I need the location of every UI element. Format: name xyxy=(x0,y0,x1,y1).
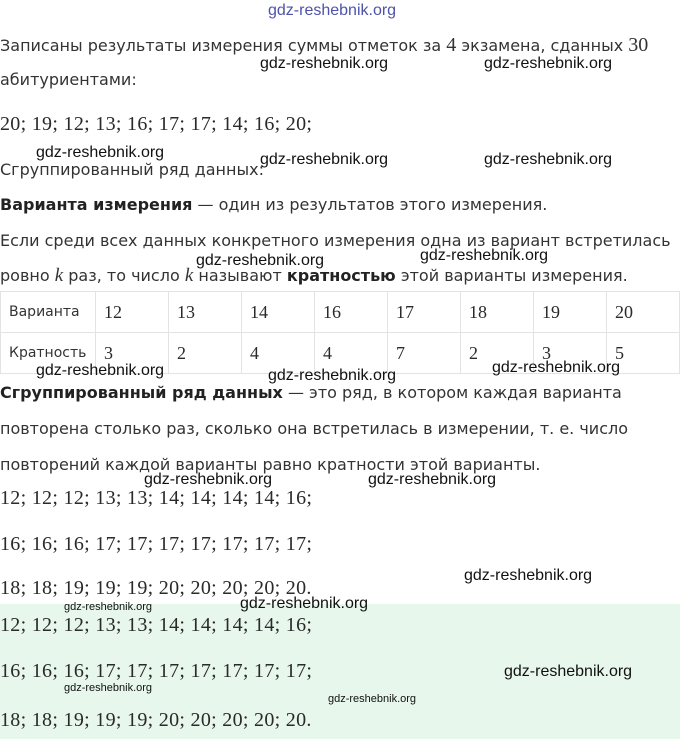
term-variant: Варианта измерения xyxy=(0,195,193,214)
watermark: gdz-reshebnik.org xyxy=(240,595,369,612)
table-cell-variant: 13 xyxy=(169,292,242,333)
watermark: gdz-reshebnik.org xyxy=(268,367,397,384)
intro-number-exams: 4 xyxy=(446,34,457,56)
watermark: gdz-reshebnik.org xyxy=(368,471,497,488)
watermark: gdz-reshebnik.org xyxy=(36,144,165,161)
watermark: gdz-reshebnik.org xyxy=(484,151,613,168)
intro-text-b: экзамена, сданных xyxy=(456,36,629,55)
term-grouped-series: Сгруппированный ряд данных xyxy=(0,383,283,402)
raw-data-series: 20; 19; 12; 13; 16; 17; 17; 14; 16; 20; xyxy=(0,113,313,135)
table-cell-variant: 16 xyxy=(315,292,388,333)
table-cell-variant: 18 xyxy=(461,292,534,333)
table-row-variants xyxy=(1,292,680,333)
definition-grouped-line-1 xyxy=(0,383,622,402)
table-cell-variant: 19 xyxy=(534,292,607,333)
intro-line-1 xyxy=(0,34,648,57)
watermark: gdz-reshebnik.org xyxy=(492,359,621,376)
watermark: gdz-reshebnik.org xyxy=(36,362,165,379)
definition-grouped-line-2: повторена столько раз, сколько она встретилась в измерении, т. е. число xyxy=(0,419,629,438)
grouped-series-heading: Сгруппированный ряд данных: xyxy=(0,160,264,179)
definition-grouped-text: — это ряд, в котором каждая варианта xyxy=(282,383,622,402)
watermark: gdz-reshebnik.org xyxy=(260,55,389,72)
watermark: gdz-reshebnik.org xyxy=(484,55,613,72)
watermark: gdz-reshebnik.org xyxy=(260,151,389,168)
definition-variant xyxy=(0,195,547,214)
table-cell-multiplicity: 5 xyxy=(607,333,680,374)
table-cell-multiplicity: 2 xyxy=(461,333,534,374)
multiplicity-text-c: называют xyxy=(193,266,287,285)
table-cell-multiplicity: 7 xyxy=(388,333,461,374)
table-cell-multiplicity: 4 xyxy=(315,333,388,374)
variable-k-second: k xyxy=(184,265,194,286)
watermark: gdz-reshebnik.org xyxy=(144,471,273,488)
intro-text-a: Записаны результаты измерения суммы отметок за xyxy=(0,36,447,55)
grouped-series-line-1: 12; 12; 12; 13; 13; 14; 14; 14; 14; 16; xyxy=(0,487,313,509)
watermark-top: gdz-reshebnik.org xyxy=(268,2,397,19)
intro-number-applicants: 30 xyxy=(628,34,649,56)
definition-variant-text: — один из результатов этого измерения. xyxy=(192,195,548,214)
watermark: gdz-reshebnik.org xyxy=(504,663,633,680)
multiplicity-text-d: этой варианты измерения. xyxy=(395,266,628,285)
watermark-small: gdz-reshebnik.org xyxy=(64,601,153,613)
intro-line-2: абитуриентами: xyxy=(0,70,137,89)
term-multiplicity: кратностью xyxy=(286,266,396,285)
table-cell-variant: 14 xyxy=(242,292,315,333)
multiplicity-text-b: раз, то число xyxy=(63,266,185,285)
table-cell-variant: 12 xyxy=(96,292,169,333)
multiplicity-text-a: ровно xyxy=(0,266,55,285)
variable-k-first: k xyxy=(54,265,64,286)
watermark: gdz-reshebnik.org xyxy=(196,252,325,269)
definition-multiplicity-line-1: Если среди всех данных конкретного измерения одна из вариант встретилась xyxy=(0,231,671,250)
watermark-small: gdz-reshebnik.org xyxy=(328,693,417,705)
table-cell-variant: 17 xyxy=(388,292,461,333)
definition-grouped-line-3: повторений каждой варианты равно кратности этой варианты. xyxy=(0,455,541,474)
grouped-series-line-3: 18; 18; 19; 19; 19; 20; 20; 20; 20; 20. xyxy=(0,577,312,599)
table-cell-multiplicity: 3 xyxy=(96,333,169,374)
table-cell-multiplicity: 4 xyxy=(242,333,315,374)
watermark-small: gdz-reshebnik.org xyxy=(64,682,153,694)
watermark: gdz-reshebnik.org xyxy=(420,247,549,264)
table-cell-multiplicity: 3 xyxy=(534,333,607,374)
highlight-series-line-1: 12; 12; 12; 13; 13; 14; 14; 14; 14; 16; xyxy=(0,614,313,636)
grouped-series-line-2: 16; 16; 16; 17; 17; 17; 17; 17; 17; 17; xyxy=(0,533,313,555)
watermark: gdz-reshebnik.org xyxy=(464,567,593,584)
table-header-multiplicity: Кратность xyxy=(1,333,96,374)
highlight-series-line-3: 18; 18; 19; 19; 19; 20; 20; 20; 20; 20. xyxy=(0,709,312,731)
table-cell-variant: 20 xyxy=(607,292,680,333)
table-header-variant: Варианта xyxy=(1,292,96,333)
highlight-series-line-2: 16; 16; 16; 17; 17; 17; 17; 17; 17; 17; xyxy=(0,660,313,682)
table-cell-multiplicity: 2 xyxy=(169,333,242,374)
